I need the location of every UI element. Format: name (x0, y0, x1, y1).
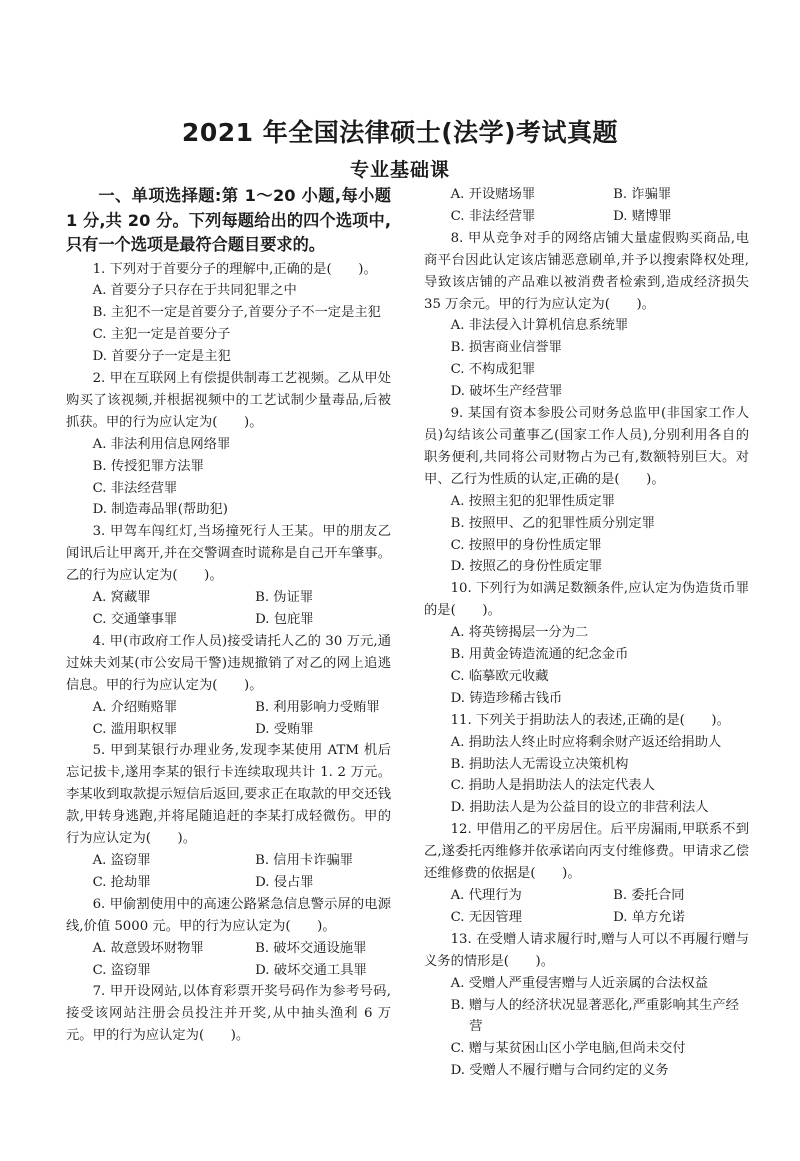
section-heading: 一、单项选择题:第 1～20 小题,每小题 1 分,共 20 分。下列每题给出的四个选项中,只有一个选项是最符合题目要求的。 (66, 186, 391, 254)
question-1 (66, 259, 391, 369)
option-a: A. 捐助法人终止时应将剩余财产返还给捐助人 (450, 734, 722, 750)
question-9 (424, 403, 749, 578)
option-d: D. 破坏交通工具罪 (255, 962, 367, 978)
option-d: D. 受贿罪 (255, 721, 314, 737)
option-c: C. 滥用职权罪 (92, 721, 178, 737)
option-c: C. 盗窃罪 (92, 962, 151, 978)
option-a: A. 首要分子只存在于共同犯罪之中 (92, 283, 297, 299)
question-stem: 12. 甲借用乙的平房居住。后平房漏雨,甲联系不到乙,遂委托丙维修并依承诺向丙支付维修费。甲请求乙偿还维修费的依据是( )。 (424, 822, 749, 882)
option-b: B. 用黄金铸造流通的纪念金币 (450, 647, 629, 663)
option-b: B. 利用影响力受贿罪 (255, 699, 380, 715)
option-a: A. 按照主犯的犯罪性质定罪 (450, 493, 615, 509)
question-7-options (424, 184, 749, 228)
question-stem: 5. 甲到某银行办理业务,发现李某使用 ATM 机后忘记拔卡,遂用李某的银行卡连续取现共计 1. 2 万元。李某收到取款提示短信后返回,要求正在取款的甲交还钱款,甲转身逃跑,并将尾随追赶的李某打成轻微伤。甲的行为应认定为( )。 (66, 743, 391, 847)
left-column (66, 184, 391, 1047)
option-c: C. 捐助人是捐助法人的法定代表人 (450, 778, 655, 794)
question-4 (66, 631, 391, 741)
option-a: A. 开设赌场罪 (450, 187, 536, 202)
question-3 (66, 521, 391, 631)
question-stem: 8. 甲从竞争对手的网络店铺大量虚假购买商品,电商平台因此认定该店铺恶意刷单,并予以搜索降权处理,导致该店铺的产品难以被消费者检索到,造成经济损失 35 万余元。甲的行为应认定为( )。 (424, 230, 749, 312)
page-subtitle: 专业基础课 (349, 159, 450, 181)
question-7 (66, 981, 391, 1047)
option-d: D. 受赠人不履行赠与合同约定的义务 (450, 1063, 669, 1079)
option-b: B. 按照甲、乙的犯罪性质分别定罪 (450, 515, 655, 531)
option-c: C. 交通肇事罪 (92, 612, 178, 627)
option-b: B. 传授犯罪方法罪 (92, 458, 204, 474)
option-d: D. 单方允诺 (613, 909, 685, 925)
question-6 (66, 894, 391, 982)
question-stem: 10. 下列行为如满足数额条件,应认定为伪造货币罪的是( )。 (424, 581, 749, 619)
option-c: C. 赠与某贫困山区小学电脑,但尚未交付 (450, 1041, 686, 1057)
option-d: D. 捐助法人是为公益目的设立的非营利法人 (450, 800, 709, 816)
option-a: A. 故意毁坏财物罪 (92, 940, 204, 956)
option-a: A. 代理行为 (450, 888, 522, 903)
question-stem: 3. 甲驾车闯红灯,当场撞死行人王某。甲的朋友乙闻讯后让甲离开,并在交警调查时谎称是自己开车肇事。乙的行为应认定为( )。 (66, 524, 391, 584)
option-c: C. 抢劫罪 (92, 874, 151, 890)
option-b: B. 主犯不一定是首要分子,首要分子不一定是主犯 (92, 305, 381, 321)
option-b: B. 捐助法人无需设立决策机构 (450, 756, 629, 772)
option-d: D. 首要分子一定是主犯 (92, 349, 231, 365)
question-stem: 1. 下列对于首要分子的理解中,正确的是( )。 (92, 261, 377, 277)
page-title: 2021 年全国法律硕士(法学)考试真题 (181, 118, 619, 147)
option-a: A. 盗窃罪 (92, 852, 151, 868)
option-a: A. 非法侵入计算机信息系统罪 (450, 318, 629, 334)
option-b: B. 信用卡诈骗罪 (255, 852, 354, 868)
question-5 (66, 740, 391, 893)
option-a: A. 将英镑揭层一分为二 (450, 625, 589, 641)
question-10 (424, 578, 749, 709)
option-b: B. 赠与人的经济状况显著恶化,严重影响其生产经营 (450, 997, 739, 1035)
option-b: B. 损害商业信誉罪 (450, 340, 562, 356)
option-c: C. 临摹欧元收藏 (450, 668, 549, 684)
option-a: A. 窝藏罪 (92, 590, 151, 606)
question-stem: 9. 某国有资本参股公司财务总监甲(非国家工作人员)勾结该公司董事乙(国家工作人员),分别利用各自的职务便利,共同将公司财物占为己有,数额特别巨大。对甲、乙行为性质的认定,正确的是( )。 (424, 406, 749, 487)
option-c: C. 无因管理 (450, 909, 522, 925)
option-a: A. 介绍贿赂罪 (92, 699, 178, 715)
question-stem: 7. 甲开设网站,以体育彩票开奖号码作为参考号码,接受该网站注册会员投注并开奖,从中抽头渔利 6 万元。甲的行为应认定为( )。 (66, 984, 391, 1044)
question-stem: 13. 在受赠人请求履行时,赠与人可以不再履行赠与义务的情形是( )。 (424, 931, 749, 969)
option-a: A. 受赠人严重侵害赠与人近亲属的合法权益 (450, 975, 708, 991)
question-stem: 11. 下列关于捐助法人的表述,正确的是( )。 (450, 712, 730, 728)
option-d: D. 制造毒品罪(帮助犯) (92, 502, 228, 518)
question-2 (66, 368, 391, 521)
question-stem: 2. 甲在互联网上有偿提供制毒工艺视频。乙从甲处购买了该视频,并根据视频中的工艺试制少量毒品,后被抓获。甲的行为应认定为( )。 (66, 371, 391, 430)
question-stem: 6. 甲偷割使用中的高速公路紧急信息警示屏的电源线,价值 5000 元。甲的行为应认定为( )。 (66, 896, 391, 934)
option-d: D. 赌博罪 (613, 208, 672, 224)
right-column (424, 184, 749, 1082)
option-c: C. 不构成犯罪 (450, 362, 536, 378)
option-b: B. 破坏交通设施罪 (255, 940, 367, 956)
option-c: C. 非法经营罪 (450, 208, 536, 224)
question-11 (424, 710, 749, 820)
option-c: C. 主犯一定是首要分子 (92, 327, 231, 343)
question-stem: 4. 甲(市政府工作人员)接受请托人乙的 30 万元,通过妹夫刘某(市公安局干警)违规撤销了对乙的网上追逃信息。甲的行为应认定为( )。 (66, 633, 391, 693)
option-d: D. 包庇罪 (255, 612, 314, 627)
question-12 (424, 819, 749, 929)
option-d: D. 按照乙的身份性质定罪 (450, 559, 603, 575)
question-13 (424, 929, 749, 1082)
option-d: D. 铸造珍稀古钱币 (450, 690, 563, 706)
option-b: B. 诈骗罪 (613, 187, 672, 202)
option-d: D. 破坏生产经营罪 (450, 384, 563, 400)
option-c: C. 按照甲的身份性质定罪 (450, 537, 602, 553)
option-b: B. 委托合同 (613, 888, 685, 903)
option-c: C. 非法经营罪 (92, 480, 178, 496)
option-b: B. 伪证罪 (255, 590, 314, 606)
question-8 (424, 228, 749, 403)
option-d: D. 侵占罪 (255, 874, 314, 890)
option-a: A. 非法利用信息网络罪 (92, 436, 231, 452)
